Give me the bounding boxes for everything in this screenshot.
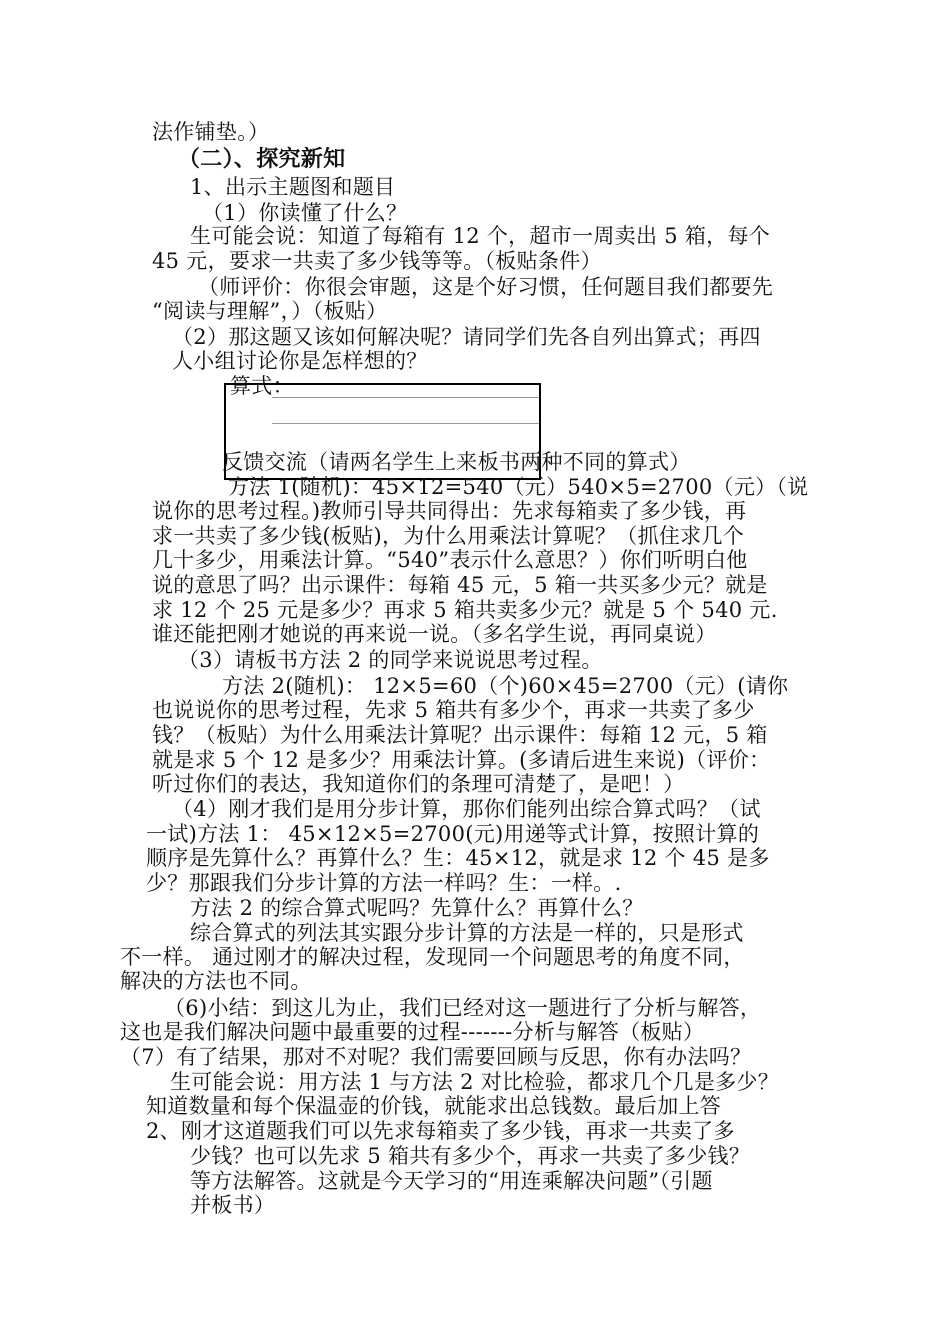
text-line: 方法 2 的综合算式呢吗？先算什么？再算什么？ xyxy=(190,896,644,920)
text-line: （师评价：你很会审题，这是个好习惯，任何题目我们都要先 xyxy=(198,275,774,299)
text-line: 方法 1(随机)：45×12=540（元）540×5=2700（元）（说 xyxy=(228,475,809,499)
text-line: 一试)方法 1： 45×12×5=2700(元)用递等式计算，按照计算的 xyxy=(146,822,760,846)
text-line: 说的意思了吗？出示课件：每箱 45 元，5 箱一共买多少元？就是 xyxy=(152,573,768,597)
text-line: 也说说你的思考过程，先求 5 箱共有多少个，再求一共卖了多少 xyxy=(152,698,755,722)
text-line: （1）你读懂了什么？ xyxy=(202,201,408,225)
text-line: 听过你们的表达，我知道你们的条理可清楚了，是吧！） xyxy=(152,772,685,796)
text-line: 等方法解答。这就是今天学习的“用连乘解决问题”（引题 xyxy=(190,1169,713,1193)
text-line: 解决的方法也不同。 xyxy=(120,969,312,993)
text-line: 45 元，要求一共卖了多少钱等等。（板贴条件） xyxy=(152,249,602,273)
text-line: （3）请板书方法 2 的同学来说说思考过程。 xyxy=(178,648,603,672)
text-line: （7）有了结果，那对不对呢？我们需要回顾与反思，你有办法吗？ xyxy=(120,1045,752,1069)
text-line: （6)小结：到这儿为止，我们已经对这一题进行了分析与解答， xyxy=(164,996,762,1020)
text-line: 1、出示主题图和题目 xyxy=(190,175,396,199)
text-line: 求一共卖了多少钱(板贴)，为什么用乘法计算呢？（抓住求几个 xyxy=(152,524,745,548)
text-line: 就是求 5 个 12 是多少？用乘法计算。(多请后进生来说)（评价： xyxy=(152,748,771,772)
formula-label: 算式： xyxy=(230,374,294,398)
section-heading: （二）、探究新知 xyxy=(178,146,346,172)
text-line: 方法 2(随机)： 12×5=60（个)60×45=2700（元）(请你 xyxy=(222,674,789,698)
text-line: 2、刚才这道题我们可以先求每箱卖了多少钱，再求一共卖了多 xyxy=(146,1119,735,1143)
text-line: （2）那这题又该如何解决呢？请同学们先各自列出算式；再四 xyxy=(172,325,761,349)
text-line: 生可能会说：知道了每箱有 12 个，超市一周卖出 5 箱，每个 xyxy=(190,224,771,248)
answer-blank-line xyxy=(272,397,539,398)
text-line: （4）刚才我们是用分步计算，那你们能列出综合算式吗？（试 xyxy=(172,797,761,821)
text-line: 综合算式的列法其实跟分步计算的方法是一样的，只是形式 xyxy=(190,921,744,945)
text-line: 求 12 个 25 元是多少？再求 5 箱共卖多少元？就是 5 个 540 元. xyxy=(152,598,778,622)
text-line: 几十多少，用乘法计算。“540”表示什么意思？）你们听明白他 xyxy=(152,548,748,572)
text-line: 法作铺垫。） xyxy=(152,120,270,144)
text-line: 人小组讨论你是怎样想的？ xyxy=(172,349,428,373)
text-line: 少钱？也可以先求 5 箱共有多少个，再求一共卖了多少钱？ xyxy=(190,1144,751,1168)
text-line: 少？那跟我们分步计算的方法一样吗？生：一样。. xyxy=(146,871,622,895)
text-line: 不一样。 通过刚才的解决过程，发现同一个问题思考的角度不同， xyxy=(120,945,745,969)
text-line: 并板书） xyxy=(190,1193,276,1217)
text-line: 谁还能把刚才她说的再来说一说。（多名学生说，再同桌说） xyxy=(152,622,717,646)
answer-blank-line xyxy=(272,423,539,424)
text-line: 反馈交流（请两名学生上来板书两种不同的算式） xyxy=(222,450,691,474)
text-line: 顺序是先算什么？再算什么？生：45×12，就是求 12 个 45 是多 xyxy=(146,846,770,870)
text-line: 这也是我们解决问题中最重要的过程-------分析与解答（板贴） xyxy=(120,1020,705,1044)
text-line: “阅读与理解”，）（板贴） xyxy=(152,299,388,323)
text-line: 说你的思考过程。)教师引导共同得出：先求每箱卖了多少钱，再 xyxy=(152,499,747,523)
text-line: 知道数量和每个保温壶的价钱，就能求出总钱数。最后加上答 xyxy=(146,1094,722,1118)
text-line: 钱？（板贴）为什么用乘法计算呢？出示课件：每箱 12 元，5 箱 xyxy=(152,723,768,747)
text-line: 生可能会说：用方法 1 与方法 2 对比检验，都求几个几是多少？ xyxy=(170,1070,780,1094)
